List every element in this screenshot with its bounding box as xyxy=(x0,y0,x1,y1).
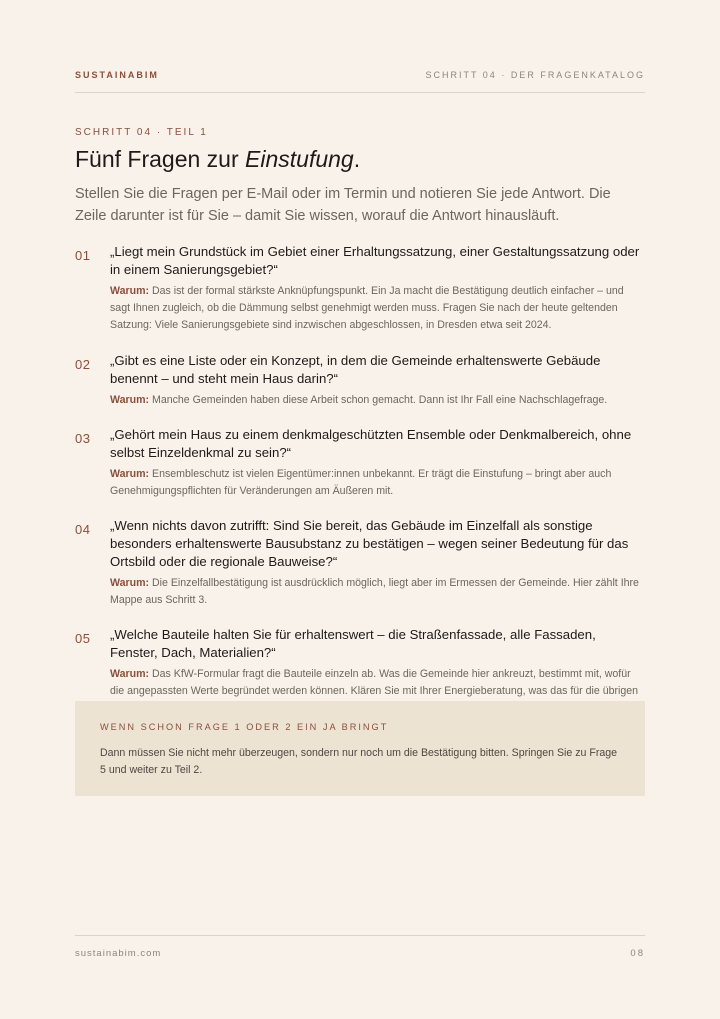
question-body xyxy=(110,426,645,500)
section-label: SCHRITT 04 · DER FRAGENKATALOG xyxy=(425,70,645,80)
page-number: 08 xyxy=(630,948,645,959)
intro-paragraph: Stellen Sie die Fragen per E-Mail oder im Termin und notieren Sie jede Antwort. Die Zeile darunter ist für Sie – damit Sie wissen, worauf die Antwort hinausläuft. xyxy=(75,186,611,224)
question-item xyxy=(75,243,645,334)
section-eyebrow: SCHRITT 04 · TEIL 1 xyxy=(75,127,208,138)
question-list xyxy=(75,243,645,717)
question-rationale xyxy=(110,466,645,500)
title-prefix: Fünf Fragen zur xyxy=(75,146,246,172)
brand-name: SUSTAINABIM xyxy=(75,70,159,80)
rationale-text: Manche Gemeinden haben diese Arbeit schon gemacht. Dann ist Ihr Fall eine Nachschlagefrage. xyxy=(152,394,608,406)
rationale-text: Das ist der formal stärkste Anknüpfungspunkt. Ein Ja macht die Bestätigung deutlich einfacher – und sagt Ihnen zugleich, ob die Dämmung selbst genehmigt werden muss. Fragen Sie nach der heute geltenden Satzung: Viele Sanierungsgebiete sind inzwischen abgeschlossen, in Dresden etwa seit 2024. xyxy=(110,285,624,331)
question-number: 05 xyxy=(75,631,91,646)
callout-title: WENN SCHON FRAGE 1 ODER 2 EIN JA BRINGT xyxy=(100,722,389,732)
question-body xyxy=(110,352,645,409)
rationale-label: Warum: xyxy=(110,285,150,297)
document-page xyxy=(75,0,645,1019)
question-text: „Gehört mein Haus zu einem denkmalgeschützten Ensemble oder Denkmalbereich, ohne selbst Einzeldenkmal zu sein?“ xyxy=(110,427,632,460)
callout-box xyxy=(75,701,645,796)
question-rationale xyxy=(110,392,645,409)
title-emphasis: Einstufung xyxy=(245,146,354,172)
rationale-label: Warum: xyxy=(110,577,150,589)
question-number: 03 xyxy=(75,431,91,446)
question-number: 01 xyxy=(75,248,91,263)
page-title xyxy=(75,146,360,173)
question-rationale xyxy=(110,283,645,334)
question-body xyxy=(110,243,645,334)
page-footer xyxy=(75,935,645,959)
rationale-label: Warum: xyxy=(110,668,150,680)
question-text: „Wenn nichts davon zutrifft: Sind Sie bereit, das Gebäude im Einzelfall als sonstige besonders erhaltenswerte Bausubstanz zu bestätigen – wegen seiner Bedeutung für das Ortsbild oder die regionale Bauweise?“ xyxy=(110,518,629,569)
question-number: 04 xyxy=(75,522,91,537)
callout-text: Dann müssen Sie nicht mehr überzeugen, sondern nur noch um die Bestätigung bitten. Springen Sie zu Frage 5 und weiter zu Teil 2. xyxy=(100,747,618,776)
question-item xyxy=(75,426,645,500)
rationale-text: Die Einzelfallbestätigung ist ausdrücklich möglich, liegt aber im Ermessen der Gemeinde. Hier zählt Ihre Mappe aus Schritt 3. xyxy=(110,577,639,606)
rationale-label: Warum: xyxy=(110,394,150,406)
question-number: 02 xyxy=(75,357,91,372)
question-rationale xyxy=(110,575,645,609)
question-item xyxy=(75,352,645,409)
title-suffix: . xyxy=(353,146,361,172)
rationale-label: Warum: xyxy=(110,468,150,480)
rationale-text: Das KfW-Formular fragt die Bauteile einzeln ab. Was die Gemeinde hier ankreuzt, bestimmt mit, wofür die angepassten Werte begründet werden können. Klären Sie mit Ihrer Energieberatung, was das für die übrigen xyxy=(110,668,639,697)
running-header xyxy=(75,70,645,93)
question-text: „Welche Bauteile halten Sie für erhaltenswert – die Straßenfassade, alle Fassaden, Fenster, Dach, Materialien?“ xyxy=(110,627,596,660)
question-text: „Gibt es eine Liste oder ein Konzept, in dem die Gemeinde erhaltenswerte Gebäude benennt – und steht mein Haus darin?“ xyxy=(110,353,601,386)
footer-url: sustainabim.com xyxy=(75,948,162,959)
rationale-text: Ensembleschutz ist vielen Eigentümer:innen unbekannt. Er trägt die Einstufung – bringt aber auch Genehmigungspflichten für Veränderungen am Äußeren mit. xyxy=(110,468,612,497)
question-text: „Liegt mein Grundstück im Gebiet einer Erhaltungssatzung, einer Gestaltungssatzung oder in einem Sanierungsgebiet?“ xyxy=(110,244,640,277)
question-body xyxy=(110,517,645,609)
question-item xyxy=(75,517,645,609)
